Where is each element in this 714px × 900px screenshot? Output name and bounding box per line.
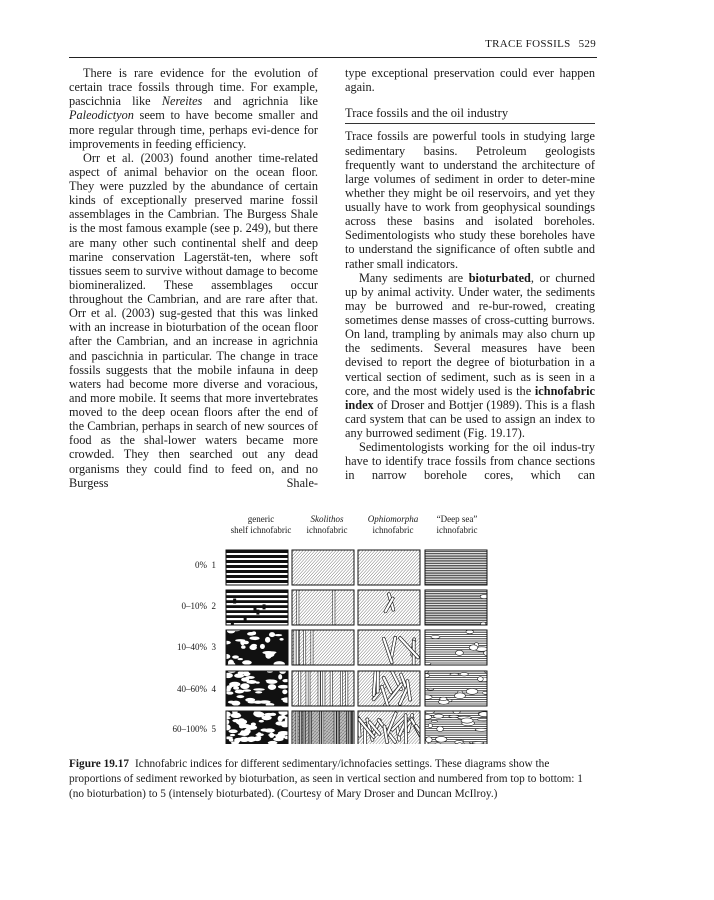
row-range: 60–100% xyxy=(172,724,207,734)
column-label-line: Skolithos xyxy=(310,514,344,524)
row-range: 40–60% xyxy=(177,684,207,694)
column-label-line: “Deep sea” xyxy=(436,514,478,524)
taxon-name: Nereites xyxy=(161,94,203,109)
caption-text: Ichnofabric indices for different sedimentary/ichnofacies settings. These diagrams show the proportions of sediment reworked by bioturbation, as seen in vertical section and numbered from top to bottom: 1 (no bioturbation) to 5 (intensely bioturbated). (Courtesy of Mary Droser and Duncan McIlroy.) xyxy=(69,758,583,800)
row-index: 4 xyxy=(211,684,216,694)
row-index: 5 xyxy=(211,724,216,734)
section-heading: Trace fossils and the oil industry xyxy=(345,106,595,124)
text-run: There is rare evidence for the evolution of certain trace fossils through time. For example, pascichnia like xyxy=(69,66,318,109)
ichnofabric-panel xyxy=(419,670,489,706)
row-range: 0% xyxy=(195,560,207,570)
paragraph-sedimentologists: Sedimentologists working for the oil indus-try have to identify trace fossils from chance sections in narrow borehole cores, which can xyxy=(345,440,595,483)
column-label-line: ichnofabric xyxy=(436,525,478,535)
text-run: seem to have become smaller and more regular through time, perhaps evi-dence for improvements in feeding efficiency. xyxy=(69,108,318,151)
running-head-title: TRACE FOSSILS xyxy=(485,38,571,50)
figure-label: Figure 19.17 xyxy=(69,758,130,770)
paragraph-oil: Trace fossils are powerful tools in studying large sedimentary basins. Petroleum geologists frequently want to understand the architecture of large volumes of sediment in order to deter-mine whether they might be oil reservoirs, and yet they usually have to work from geophysical soundings across these basins and isolated boreholes. Sedimentologists who study these boreholes have to understand the significance of often subtle and rather small indicators. xyxy=(345,129,595,271)
paragraph-orr: Orr et al. (2003) found another time-related aspect of animal behavior on the ocean floor. They were puzzled by the abundance of certain kinds of exceptionally preserved marine fossil assemblages in the Cambrian. The Burgess Shale is the most famous example (see p. 249), but there are many other such continental shelf and deep marine conservation Lagerstät-ten, where soft tissues seem to survive without damage to become biomineralized. These assemblages occur throughout the Cambrian, and are rare after that. Orr et al. (2003) sug-gested that this was linked with an increase in bioturbation of the ocean floor after the Cambrian, and an increase in agrichnia and pascichnia in particular. The change in trace fossils suggests that the mobile infauna in deep waters had become more diverse and voracious, and more mobile. It seems that more invertebrates moved to the deep ocean floors after the end of the Cambrian, perhaps in search of new sources of food as the shal-lower waters became more crowded. They then searched out any dead organisms they could find to feed on, and no Burgess Shale- xyxy=(69,150,318,490)
paragraph-evolution xyxy=(69,66,318,151)
ichnofabric-panel xyxy=(222,628,288,667)
header-rule xyxy=(69,57,597,58)
text-run: of Droser and Bottjer (1989). This is a flash card system that can be used to assign an index to any burrowed sediment (Fig. 19.17). xyxy=(345,397,595,440)
column-label-line: generic xyxy=(247,514,275,524)
ichnofabric-panel xyxy=(420,709,490,744)
figure-caption xyxy=(69,757,597,802)
ichnofabric-figure xyxy=(164,514,504,744)
ichnofabric-panel xyxy=(425,550,487,585)
row-index: 2 xyxy=(211,601,216,611)
page-number: 529 xyxy=(578,38,596,50)
text-run: and agrichnia like xyxy=(202,94,318,109)
key-term: ichnofabric index xyxy=(345,383,595,412)
right-column xyxy=(345,66,595,483)
column-label-line: ichnofabric xyxy=(306,525,348,535)
text-run: , or churned up by animal activity. Under water, the sediments may be burrowed and re-bur-rowed, creating sometimes dense masses of cross-cutting burrows. On land, trampling by animals may also churn up the sediments. Several measures have been devised to report the degree of bioturbation in a vertical section of sediment, such as is seen in a core, and the most widely used is the xyxy=(345,270,595,398)
ichnofabric-panel xyxy=(223,669,293,706)
row-range: 10–40% xyxy=(177,642,207,652)
ichnofabric-panel xyxy=(226,590,288,626)
ichnofabric-panel xyxy=(226,550,288,585)
column-label-line: Ophiomorpha xyxy=(367,514,419,524)
ichnofabric-panel xyxy=(222,709,290,744)
left-column xyxy=(69,66,318,490)
ichnofabric-panel xyxy=(422,630,489,665)
key-term: bioturbated xyxy=(468,270,531,285)
paragraph-continuation: type exceptional preservation could ever happen again. xyxy=(345,66,595,95)
running-head xyxy=(485,38,596,50)
row-range: 0–10% xyxy=(181,601,207,611)
taxon-name: Paleodictyon xyxy=(69,108,134,123)
text-run: Many sediments are xyxy=(359,270,469,285)
paragraph-bioturbation xyxy=(345,271,595,441)
row-index: 3 xyxy=(211,642,216,652)
ichnofabric-panel xyxy=(425,590,488,626)
row-index: 1 xyxy=(211,560,216,570)
ichnofabric-panel-grid xyxy=(164,514,504,744)
column-label-line: shelf ichnofabric xyxy=(230,525,292,535)
column-label-line: ichnofabric xyxy=(372,525,414,535)
